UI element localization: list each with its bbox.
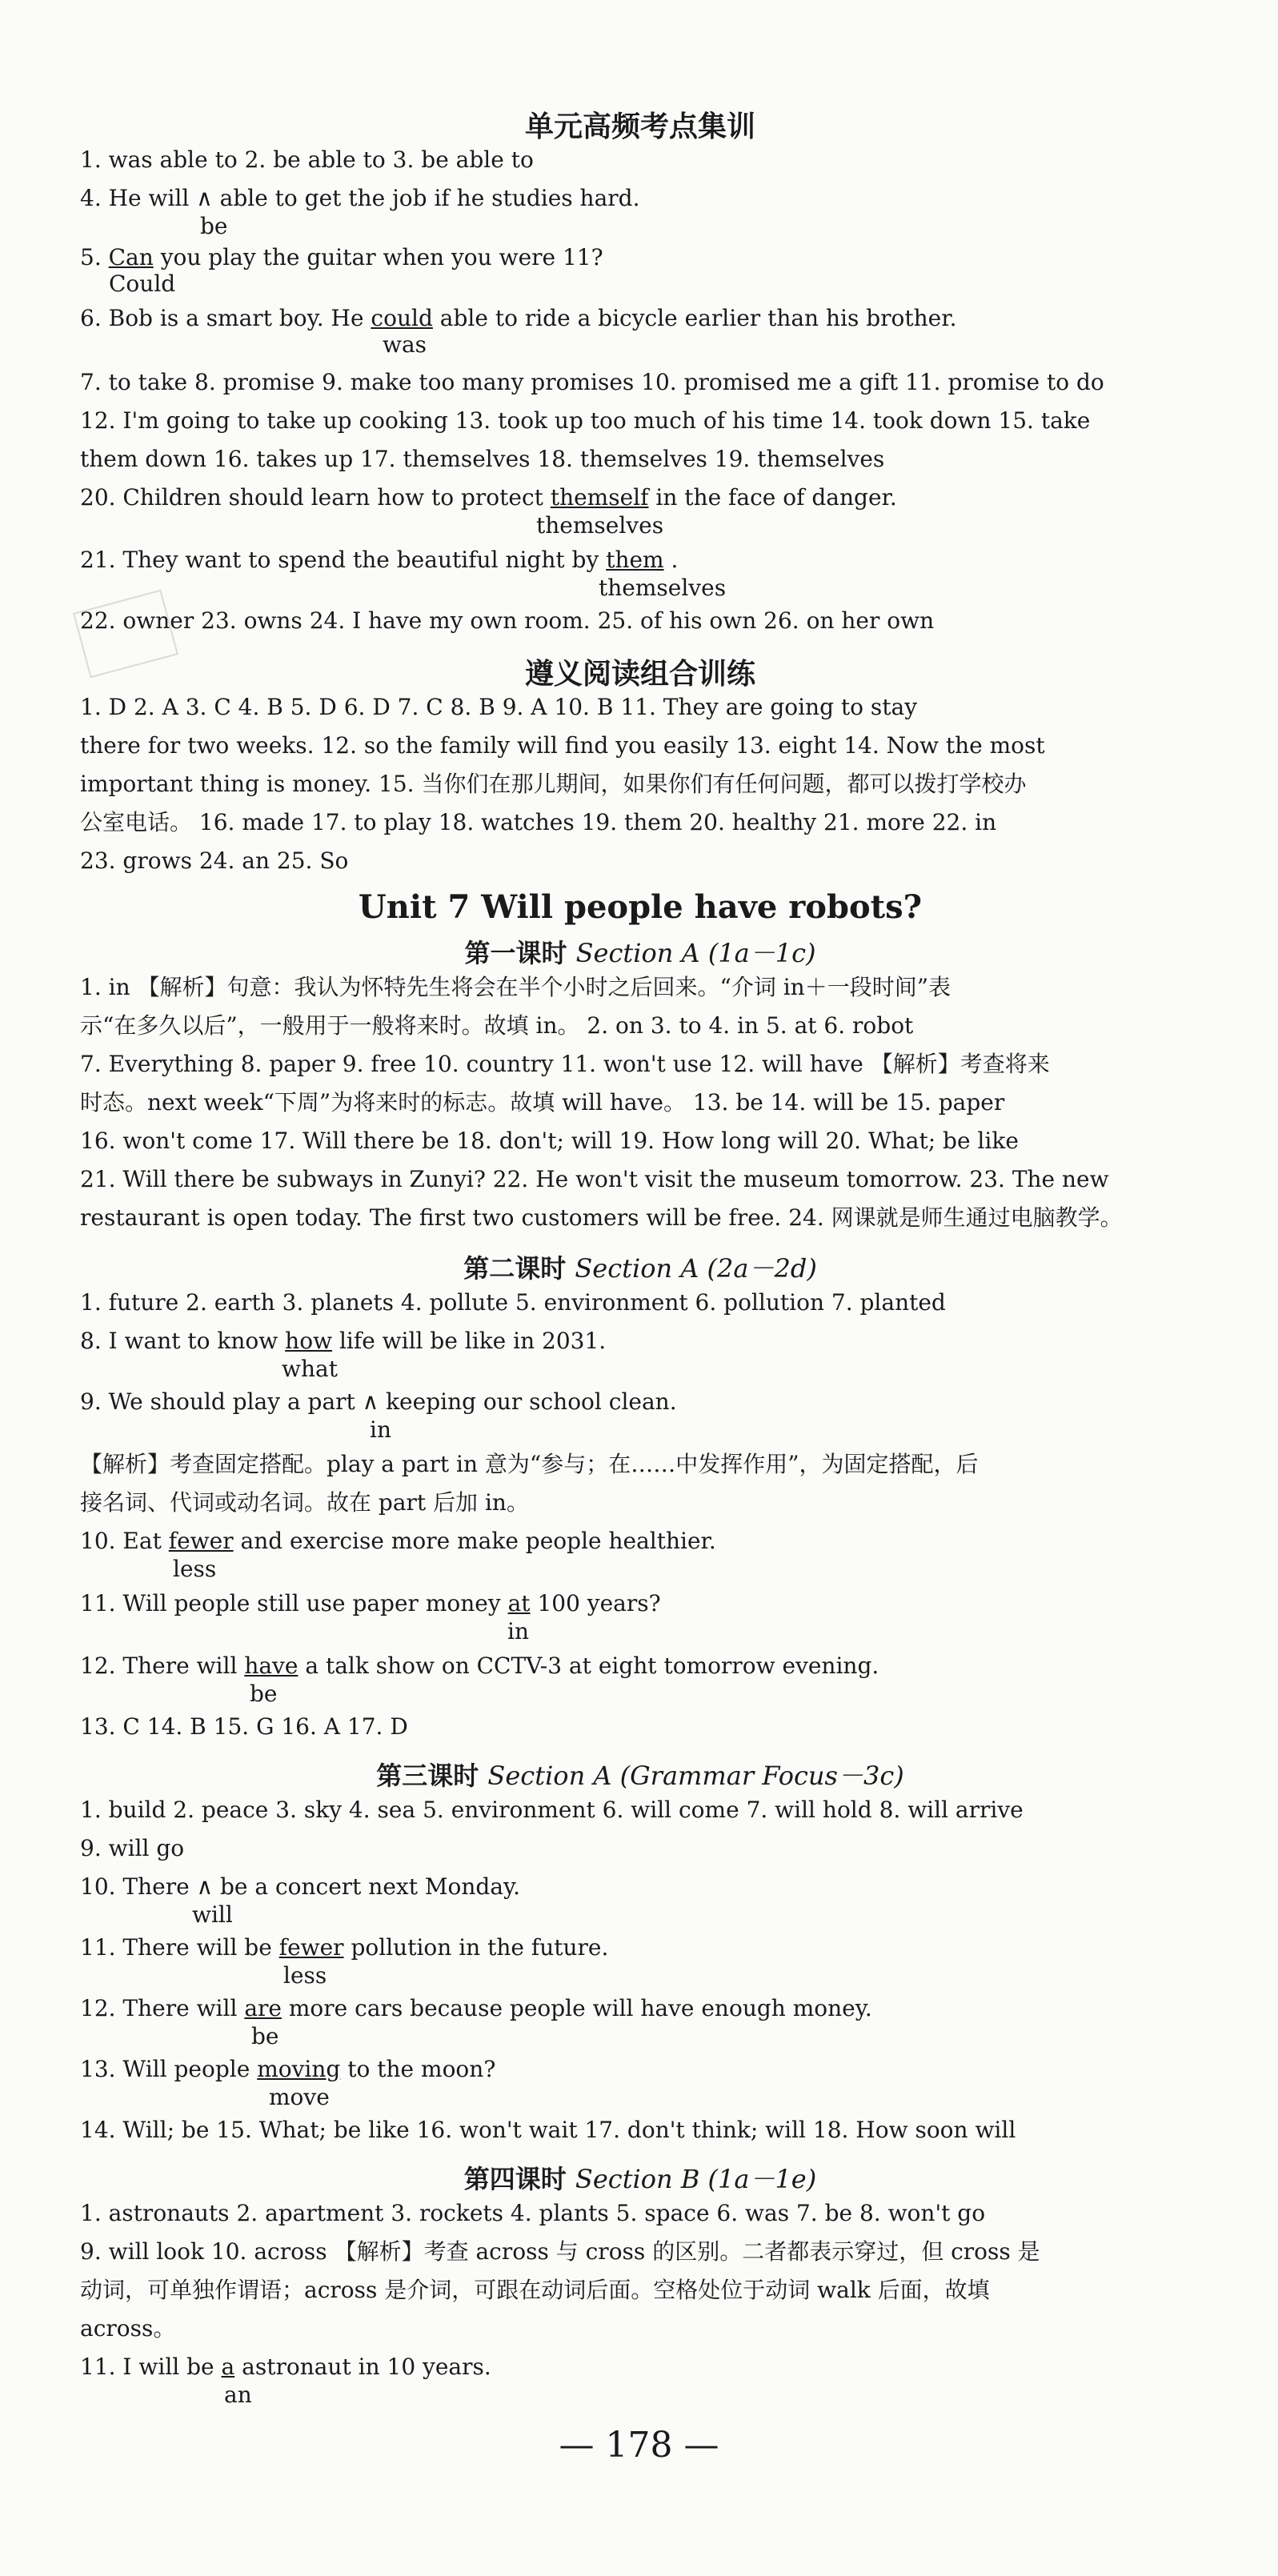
lesson-heading xyxy=(80,933,1200,970)
answer-line: 7. Everything 8. paper 9. free 10. country 11. won't use 12. will have 【解析】考查将来 xyxy=(80,1051,1050,1077)
answer-line: 接名词、代词或动名词。故在 part 后加 in。 xyxy=(80,1489,529,1516)
correction: move xyxy=(269,2084,330,2110)
error-word: fewer xyxy=(278,1934,344,1961)
error-word: could xyxy=(371,305,433,331)
correction: less xyxy=(283,1962,327,1989)
answer-line: 10. There ∧ be a concert next Monday. xyxy=(80,1873,521,1900)
section-heading-zunyi: 遵义阅读组合训练 xyxy=(524,657,755,691)
answer-line xyxy=(80,243,603,272)
page-number: — 178 — xyxy=(559,2425,719,2466)
answer-line: 23. grows 24. an 25. So xyxy=(80,847,349,874)
item: astronaut in 10 years. xyxy=(242,2354,491,2380)
item: 13. Will people xyxy=(80,2056,250,2082)
item: able to ride a bicycle earlier than his brother. xyxy=(439,305,957,331)
lesson-label: 第四课时 xyxy=(463,2164,567,2194)
correction: be xyxy=(250,1681,278,1707)
item: 5. xyxy=(80,244,102,270)
answer-line: 公室电话。 16. made 17. to play 18. watches 19. them 20. healthy 21. more 22. in xyxy=(80,809,997,835)
item: 12. There will xyxy=(80,1995,238,2021)
section-label: Section B (1a－1e) xyxy=(575,2164,817,2194)
answer-line xyxy=(80,1994,872,2023)
answer-line: 16. won't come 17. Will there be 18. don't; will 19. How long will 20. What; be like xyxy=(80,1128,1019,1154)
answer-line: across。 xyxy=(80,2315,176,2342)
answer-line: 12. I'm going to take up cooking 13. took up too much of his time 14. took down 15. take xyxy=(80,407,1091,434)
correction: in xyxy=(370,1416,391,1443)
item: 10. Eat xyxy=(80,1528,162,1554)
item: you play the guitar when you were 11? xyxy=(160,244,603,270)
error-word: them xyxy=(606,547,664,573)
answer-line: them down 16. takes up 17. themselves 18. themselves 19. themselves xyxy=(80,446,885,472)
error-word: Can xyxy=(108,244,154,270)
answer-line xyxy=(80,1327,606,1356)
error-word: have xyxy=(244,1653,298,1679)
lesson-heading xyxy=(80,1756,1200,1793)
correction: be xyxy=(200,213,228,239)
section-label: Section A (1a－1c) xyxy=(575,938,816,968)
section-label: Section A (Grammar Focus－3c) xyxy=(487,1761,904,1791)
answer-line: 1. D 2. A 3. C 4. B 5. D 6. D 7. C 8. B 9. A 10. B 11. They are going to stay xyxy=(80,694,918,720)
answer-line xyxy=(80,1589,661,1618)
answer-line: there for two weeks. 12. so the family will find you easily 13. eight 14. Now the most xyxy=(80,732,1045,759)
item: 11. I will be xyxy=(80,2354,214,2380)
lesson-label: 第一课时 xyxy=(464,938,567,968)
correction: in xyxy=(507,1618,529,1645)
item: a talk show on CCTV-3 at eight tomorrow evening. xyxy=(305,1653,879,1679)
answer-line: 1. build 2. peace 3. sky 4. sea 5. environment 6. will come 7. will hold 8. will arrive xyxy=(80,1797,1024,1823)
correction: less xyxy=(173,1556,217,1582)
answer-line xyxy=(80,1652,879,1681)
error-word: fewer xyxy=(168,1528,234,1554)
lesson-label: 第三课时 xyxy=(376,1761,479,1791)
correction: Could xyxy=(109,270,176,297)
item: life will be like in 2031. xyxy=(339,1328,607,1354)
item: in the face of danger. xyxy=(655,484,897,511)
error-word: moving xyxy=(257,2056,341,2082)
item: pollution in the future. xyxy=(351,1934,609,1961)
item: 8. I want to know xyxy=(80,1328,278,1354)
section-heading-unit-review: 单元高频考点集训 xyxy=(524,110,755,143)
item: to the moon? xyxy=(347,2056,496,2082)
lesson-heading xyxy=(80,1248,1200,1285)
answer-line: restaurant is open today. The first two customers will be free. 24. 网课就是师生通过电脑教学。 xyxy=(80,1204,1123,1231)
answer-line: 1. in 【解析】句意：我认为怀特先生将会在半个小时之后回来。“介词 in＋一段时间”表 xyxy=(80,974,951,1000)
error-word: at xyxy=(507,1590,531,1617)
correction: was xyxy=(383,331,427,358)
item: 11. There will be xyxy=(80,1934,272,1961)
answer-line xyxy=(80,483,897,512)
answer-line xyxy=(80,2055,495,2084)
correction: themselves xyxy=(599,575,727,601)
lesson-label: 第二课时 xyxy=(463,1253,567,1284)
error-word: are xyxy=(244,1995,282,2021)
answer-line: 9. We should play a part ∧ keeping our school clean. xyxy=(80,1388,677,1415)
correction: themselves xyxy=(536,512,664,539)
item: and exercise more make people healthier. xyxy=(240,1528,716,1554)
error-word: a xyxy=(221,2354,235,2380)
answer-line: 9. will go xyxy=(80,1835,185,1861)
item: 6. Bob is a smart boy. He xyxy=(80,305,364,331)
item: 12. There will xyxy=(80,1653,238,1679)
unit-title: Unit 7 Will people have robots? xyxy=(358,888,923,926)
answer-line: 7. to take 8. promise 9. make too many promises 10. promised me a gift 11. promise to do xyxy=(80,369,1104,395)
answer-line: 14. Will; be 15. What; be like 16. won't wait 17. don't think; will 18. How soon will xyxy=(80,2117,1016,2143)
answer-line: 动词，可单独作谓语；across 是介词，可跟在动词后面。空格处位于动词 walk 后面，故填 xyxy=(80,2277,990,2303)
correction: what xyxy=(282,1356,338,1382)
answer-line: 时态。next week“下周”为将来时的标志。故填 will have。 13. be 14. will be 15. paper xyxy=(80,1089,1005,1116)
correction: will xyxy=(192,1901,233,1928)
answer-line: 1. astronauts 2. apartment 3. rockets 4. plants 5. space 6. was 7. be 8. won't go xyxy=(80,2200,986,2226)
answer-line: 22. owner 23. owns 24. I have my own room. 25. of his own 26. on her own xyxy=(80,607,935,634)
answer-line: 13. C 14. B 15. G 16. A 17. D xyxy=(80,1713,408,1740)
answer-line xyxy=(80,304,956,333)
answer-line: 4. He will ∧ able to get the job if he studies hard. xyxy=(80,185,640,211)
answer-line: 1. future 2. earth 3. planets 4. pollute 5. environment 6. pollution 7. planted xyxy=(80,1289,946,1316)
item: . xyxy=(671,547,679,573)
error-word: how xyxy=(285,1328,333,1354)
answer-line: important thing is money. 15. 当你们在那儿期间，如果你们有任何问题，都可以拨打学校办 xyxy=(80,771,1027,797)
answer-line xyxy=(80,2353,491,2382)
answer-line: 示“在多久以后”，一般用于一般将来时。故填 in。 2. on 3. to 4. in 5. at 6. robot xyxy=(80,1012,914,1039)
answer-line xyxy=(80,1933,608,1962)
answer-line: 9. will look 10. across 【解析】考查 across 与 cross 的区别。二者都表示穿过，但 cross 是 xyxy=(80,2238,1040,2265)
answer-line: 1. was able to 2. be able to 3. be able to xyxy=(80,146,534,173)
answer-line xyxy=(80,1527,716,1556)
lesson-heading xyxy=(80,2159,1200,2196)
item: 20. Children should learn how to protect xyxy=(80,484,543,511)
answer-line: 21. Will there be subways in Zunyi? 22. He won't visit the museum tomorrow. 23. The new xyxy=(80,1166,1109,1192)
item: more cars because people will have enough money. xyxy=(288,1995,872,2021)
error-word: themself xyxy=(550,484,649,511)
answer-line: 【解析】考查固定搭配。play a part in 意为“参与；在……中发挥作用”，为固定搭配，后 xyxy=(80,1451,979,1477)
item: 11. Will people still use paper money xyxy=(80,1590,501,1617)
item: 21. They want to spend the beautiful night by xyxy=(80,547,599,573)
correction: be xyxy=(251,2023,279,2049)
correction: an xyxy=(224,2382,252,2408)
section-label: Section A (2a－2d) xyxy=(575,1253,817,1284)
item: 100 years? xyxy=(537,1590,661,1617)
answer-line xyxy=(80,546,678,575)
